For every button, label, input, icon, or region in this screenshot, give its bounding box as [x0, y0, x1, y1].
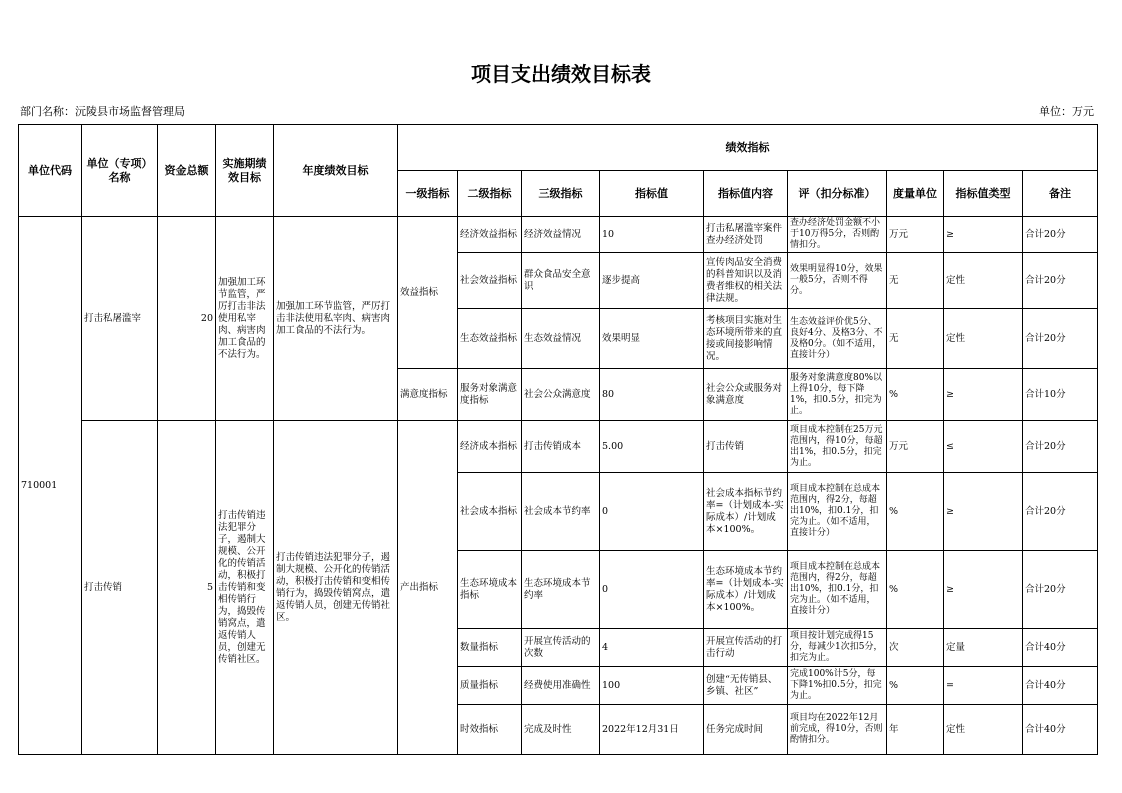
- level2-cell: 数量指标: [458, 629, 522, 667]
- remark-cell: 合计20分: [1023, 217, 1098, 253]
- header-content: 指标值内容: [704, 171, 788, 217]
- scoring-cell: 查办经济处罚金额不小于10万得5分，否则酌情扣分。: [788, 217, 887, 253]
- content-cell: 生态环境成本节约率=（计划成本-实际成本）/计划成本×100%。: [704, 551, 788, 629]
- value-cell: 100: [600, 667, 704, 705]
- content-cell: 社会公众或服务对象满意度: [704, 369, 788, 421]
- level2-cell: 服务对象满意度指标: [458, 369, 522, 421]
- project-name-cell: 打击私屠滥宰: [82, 217, 158, 421]
- measure-unit-cell: %: [887, 551, 944, 629]
- remark-cell: 合计20分: [1023, 473, 1098, 551]
- header-impl-goal: 实施期绩效目标: [216, 125, 274, 217]
- level2-cell: 生态效益指标: [458, 309, 522, 369]
- level1-cell: 效益指标: [398, 217, 458, 369]
- level3-cell: 社会成本节约率: [522, 473, 600, 551]
- measure-unit-cell: 万元: [887, 421, 944, 473]
- scoring-cell: 项目成本控制在总成本范围内，得2分，每超出10%，扣0.1分，扣完为止。（如不适用，直接计分）: [788, 473, 887, 551]
- level2-cell: 社会效益指标: [458, 253, 522, 309]
- value-type-cell: ≥: [944, 217, 1023, 253]
- total-funds-cell: 5: [158, 421, 216, 755]
- level2-cell: 经济效益指标: [458, 217, 522, 253]
- remark-cell: 合计20分: [1023, 309, 1098, 369]
- header-value: 指标值: [600, 171, 704, 217]
- remark-cell: 合计40分: [1023, 629, 1098, 667]
- level3-cell: 群众食品安全意识: [522, 253, 600, 309]
- header-measure-unit: 度量单位: [887, 171, 944, 217]
- value-cell: 0: [600, 473, 704, 551]
- level3-cell: 社会公众满意度: [522, 369, 600, 421]
- value-type-cell: 定性: [944, 705, 1023, 755]
- remark-cell: 合计20分: [1023, 421, 1098, 473]
- header-project-name: 单位（专项）名称: [82, 125, 158, 217]
- level3-cell: 完成及时性: [522, 705, 600, 755]
- level3-cell: 经费使用准确性: [522, 667, 600, 705]
- content-cell: 考核项目实施对生态环境所带来的直接或间接影响情况。: [704, 309, 788, 369]
- content-cell: 打击传销: [704, 421, 788, 473]
- level1-cell: 产出指标: [398, 421, 458, 755]
- content-cell: 社会成本指标节约率=（计划成本-实际成本）/计划成本×100%。: [704, 473, 788, 551]
- level2-cell: 时效指标: [458, 705, 522, 755]
- value-type-cell: ≥: [944, 369, 1023, 421]
- scoring-cell: 生态效益评价优5分、良好4分、及格3分、不及格0分。（如不适用，直接计分）: [788, 309, 887, 369]
- header-scoring: 评（扣分标准）: [788, 171, 887, 217]
- header-row-1: [19, 125, 1098, 171]
- level3-cell: 打击传销成本: [522, 421, 600, 473]
- value-cell: 5.00: [600, 421, 704, 473]
- table-row: [19, 421, 1098, 473]
- remark-cell: 合计10分: [1023, 369, 1098, 421]
- header-perf-indicators: 绩效指标: [398, 125, 1098, 171]
- measure-unit-cell: 年: [887, 705, 944, 755]
- header-level3: 三级指标: [522, 171, 600, 217]
- measure-unit-cell: 次: [887, 629, 944, 667]
- performance-table: [18, 124, 1098, 755]
- level2-cell: 质量指标: [458, 667, 522, 705]
- header-unit-code: 单位代码: [19, 125, 82, 217]
- measure-unit-cell: 无: [887, 253, 944, 309]
- value-type-cell: 定量: [944, 629, 1023, 667]
- value-type-cell: =: [944, 667, 1023, 705]
- annual-goal-cell: 加强加工环节监管，严厉打击非法使用私宰肉、病害肉加工食品的不法行为。: [274, 217, 398, 421]
- impl-goal-cell: 加强加工环节监管，严厉打击非法使用私宰肉、病害肉加工食品的不法行为。: [216, 217, 274, 421]
- value-cell: 80: [600, 369, 704, 421]
- total-funds-cell: 20: [158, 217, 216, 421]
- annual-goal-cell: 打击传销违法犯罪分子，遏制大规模、公开化的传销活动，积极打击传销和变相传销行为，捣毁传销窝点，遣返传销人员，创建无传销社区。: [274, 421, 398, 755]
- level3-cell: 经济效益情况: [522, 217, 600, 253]
- remark-cell: 合计40分: [1023, 705, 1098, 755]
- value-type-cell: ≤: [944, 421, 1023, 473]
- header-value-type: 指标值类型: [944, 171, 1023, 217]
- impl-goal-cell: 打击传销违法犯罪分子，遏制大规模、公开化的传销活动，积极打击传销和变相传销行为，捣毁传销窝点，遣返传销人员，创建无传销社区。: [216, 421, 274, 755]
- remark-cell: 合计20分: [1023, 253, 1098, 309]
- measure-unit-cell: 无: [887, 309, 944, 369]
- header-level1: 一级指标: [398, 171, 458, 217]
- value-cell: 2022年12月31日: [600, 705, 704, 755]
- level3-cell: 开展宣传活动的次数: [522, 629, 600, 667]
- page-title: 项目支出绩效目标表: [471, 62, 651, 86]
- scoring-cell: 项目成本控制在25万元范围内，得10分，每超出1%，扣0.5分，扣完为止。: [788, 421, 887, 473]
- currency-unit: 单位：万元: [1039, 105, 1094, 118]
- content-cell: 创建“无传销县、乡镇、社区”: [704, 667, 788, 705]
- scoring-cell: 效果明显得10分，效果一般5分，否则不得分。: [788, 253, 887, 309]
- value-cell: 4: [600, 629, 704, 667]
- value-cell: 效果明显: [600, 309, 704, 369]
- remark-cell: 合计20分: [1023, 551, 1098, 629]
- table-row: [19, 217, 1098, 253]
- project-name-cell: 打击传销: [82, 421, 158, 755]
- value-type-cell: 定性: [944, 309, 1023, 369]
- scoring-cell: 项目成本控制在总成本范围内，得2分，每超出10%，扣0.1分，扣完为止。（如不适用，直接计分）: [788, 551, 887, 629]
- level3-cell: 生态效益情况: [522, 309, 600, 369]
- scoring-cell: 项目按计划完成得15分，每减少1次扣5分，扣完为止。: [788, 629, 887, 667]
- content-cell: 打击私屠滥宰案件查办经济处罚: [704, 217, 788, 253]
- measure-unit-cell: %: [887, 473, 944, 551]
- measure-unit-cell: %: [887, 667, 944, 705]
- level3-cell: 生态环境成本节约率: [522, 551, 600, 629]
- value-type-cell: ≥: [944, 473, 1023, 551]
- scoring-cell: 项目均在2022年12月前完成，得10分，否则酌情扣分。: [788, 705, 887, 755]
- department-name: 部门名称：沅陵县市场监督管理局: [20, 105, 185, 118]
- level2-cell: 经济成本指标: [458, 421, 522, 473]
- content-cell: 宣传肉品安全消费的科普知识以及消费者维权的相关法律法规。: [704, 253, 788, 309]
- content-cell: 开展宣传活动的打击行动: [704, 629, 788, 667]
- value-type-cell: ≥: [944, 551, 1023, 629]
- value-type-cell: 定性: [944, 253, 1023, 309]
- header-remark: 备注: [1023, 171, 1098, 217]
- value-cell: 10: [600, 217, 704, 253]
- header-total-funds: 资金总额: [158, 125, 216, 217]
- level1-cell: 满意度指标: [398, 369, 458, 421]
- value-cell: 0: [600, 551, 704, 629]
- level2-cell: 生态环境成本指标: [458, 551, 522, 629]
- measure-unit-cell: %: [887, 369, 944, 421]
- content-cell: 任务完成时间: [704, 705, 788, 755]
- unit-code-cell: 710001: [19, 217, 82, 755]
- measure-unit-cell: 万元: [887, 217, 944, 253]
- level2-cell: 社会成本指标: [458, 473, 522, 551]
- header-annual-goal: 年度绩效目标: [274, 125, 398, 217]
- scoring-cell: 服务对象满意度80%以上得10分，每下降1%，扣0.5分，扣完为止。: [788, 369, 887, 421]
- remark-cell: 合计40分: [1023, 667, 1098, 705]
- value-cell: 逐步提高: [600, 253, 704, 309]
- header-level2: 二级指标: [458, 171, 522, 217]
- scoring-cell: 完成100%计5分，每下降1%扣0.5分，扣完为止。: [788, 667, 887, 705]
